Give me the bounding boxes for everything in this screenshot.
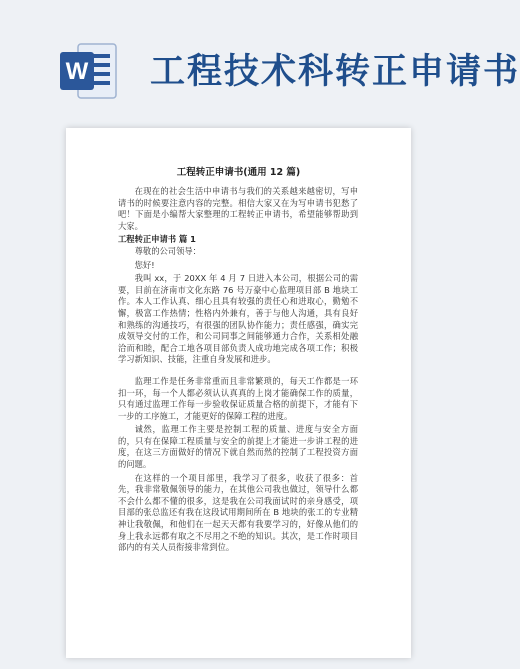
document-title: 工程转正申请书(通用 12 篇)	[176, 167, 301, 178]
document-body	[118, 186, 358, 556]
banner-title: 工程技术科转正申请书	[150, 52, 520, 92]
header-banner	[0, 0, 520, 120]
body-paragraph: 诚然，监理工作主要是控制工程的质量、进度与安全方面的，只有在保障工程质量与安全的前提上才能进一步讲工程的进度，在这三方面做好的情况下就自然而然的控制了工程投资方面的问题。	[118, 424, 358, 470]
section-heading: 工程转正申请书 篇 1	[118, 234, 196, 245]
word-document-icon	[58, 40, 120, 102]
document-page	[66, 128, 411, 658]
intro-paragraph: 在现在的社会生活中申请书与我们的关系越来越密切，写申请书的时候要注意内容的完整。相信大家又在为写申请书犯愁了吧！下面是小编帮大家整理的工程转正申请书，希望能够帮助到大家。	[118, 186, 358, 231]
word-logo-letter: W	[65, 58, 89, 85]
body-paragraph: 在这样的一个项目部里，我学习了很多，收获了很多：首先，我非常敬佩领导的能力，在其他公司我也做过，领导什么都不会什么都不懂的很多，这是我在公司我面试时的亲身感受，项目部的张总监还有我在这段试用期间所在 B 地块的张工的专业精神让我敬佩，和他们在一起天天都有我要学习的，好像从他们的身上我永远都有取之不尽用之不绝的知识。其次，是工作时项目部内的有关人员衔接非常到位。	[118, 472, 358, 553]
salutation: 尊敬的公司领导：	[134, 245, 201, 256]
body-paragraph: 我叫 xx，于 20XX 年 4 月 7 日进入本公司，根据公司的需要，目前在济南市文化东路 76 号万豪中心监理项目部 B 地块工作。本人工作认真、细心且具有较强的责任心和进取心，勤勉不懈，极富工作热情；性格内外兼有，善于与他人沟通，具有良好和熟练的沟通技巧，有很强的团队协作能力；责任感强，确实完成领导交付的工作，和公司同事之间能够通力合作，关系相处融洽而和睦，配合工地各项目部负责人成功地完成各项工作；积极学习新知识、技能，注重自身发展和进步。	[118, 273, 358, 365]
body-paragraph: 监理工作是任务非常重而且非常繁琐的，每天工作都是一环扣一环，每一个人都必须认认真真的上岗才能确保工作的质量，只有通过监理工作每一步验收保证质量合格的前提下，才能有下一步的工序施工，才能更好的保障工程的进度。	[118, 375, 358, 421]
greeting: 您好!	[134, 259, 155, 270]
